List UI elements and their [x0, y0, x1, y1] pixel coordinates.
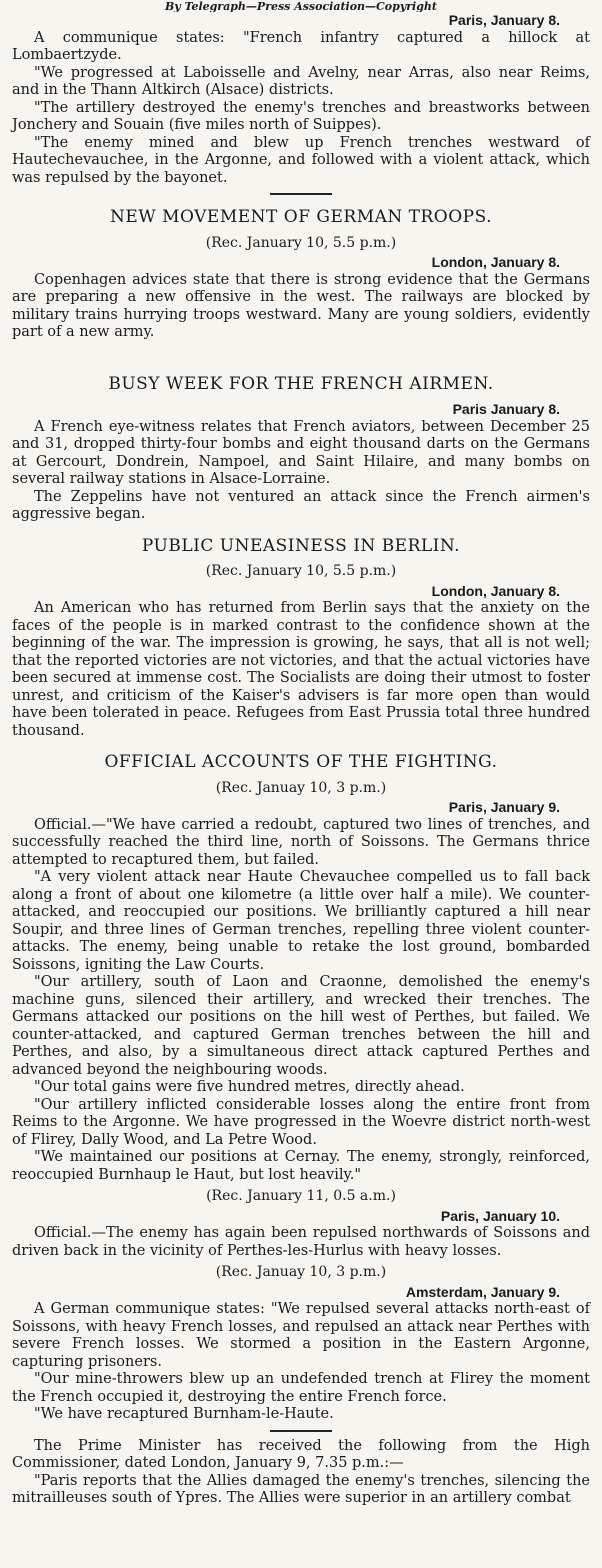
headline: PUBLIC UNEASINESS IN BERLIN.: [141, 535, 461, 556]
received-time: (Rec. January 11, 0.5 a.m.): [206, 1188, 396, 1204]
headline: BUSY WEEK FOR THE FRENCH AIRMEN.: [108, 373, 494, 394]
paragraph: Official.—The enemy has again been repulsed northwards of Soissons and driven back in the vicinity of Perthes-les-Hurlus with heavy losses.: [12, 1225, 590, 1259]
paragraph: "The artillery destroyed the enemy's trenches and breastworks between Jonchery and Souain (five miles north of Suippes).: [12, 99, 590, 133]
dateline: London, January 8.: [431, 582, 560, 599]
dateline: Paris January 8.: [452, 401, 560, 417]
dateline: Paris, January 8.: [448, 12, 560, 28]
paragraph: Official.—"We have carried a redoubt, captured two lines of trenches, and successfully reached the third line, north of Soissons. The Germans thrice attempted to recaptured them, but failed.: [12, 816, 590, 868]
paragraph: "Our total gains were five hundred metres, directly ahead.: [34, 1079, 465, 1095]
wire-credit: By Telegraph—Press Association—Copyright: [165, 0, 437, 12]
dateline: Paris, January 9.: [448, 799, 560, 815]
article-high-commissioner: [12, 1438, 590, 1508]
paragraph: A German communique states: "We repulsed several attacks north-east of Soissons, with heavy French losses, and repulsed an attack near Perthes with severe French losses. We stormed a position in the Eastern Argonne, capturing prisoners.: [12, 1301, 590, 1370]
paragraph: A communique states: "French infantry captured a hillock at Lombaertzyde.: [12, 29, 590, 63]
paragraph: The Prime Minister has received the following from the High Commissioner, dated London, January 9, 7.35 p.m.:—: [12, 1437, 590, 1471]
section-divider: [270, 1430, 332, 1432]
received-time: (Rec. Januay 10, 3 p.m.): [215, 779, 387, 796]
spacer: [12, 342, 590, 362]
received-time: (Rec. Januay 10, 3 p.m.): [215, 1264, 387, 1280]
paragraph: "We progressed at Laboisselle and Avelny, near Arras, also near Reims, and in the Thann Altkirch (Alsace) districts.: [12, 64, 590, 98]
received-time: (Rec. January 10, 5.5 p.m.): [205, 234, 397, 251]
article-berlin-uneasiness: [12, 535, 590, 741]
received-time: (Rec. January 10, 5.5 p.m.): [205, 563, 397, 579]
paragraph: An American who has returned from Berlin says that the anxiety on the faces of the people is in marked contrast to the confidence shown at the beginning of the war. The impression is growing, he says, that all is not well; that the reported victories are not victories, and that the actual victories have been secured at immense cost. The Socialists are doing their utmost to foster unrest, and criticism of the Kaiser's advisers is far more open than would have been tolerated in peace. Refugees from East Prussia total three hundred thousand.: [12, 600, 590, 739]
paragraph: "We maintained our positions at Cernay. The enemy, strongly, reinforced, reoccupied Burnhaup le Haut, but lost heavily.": [12, 1149, 590, 1183]
dateline: Amsterdam, January 9.: [405, 1283, 560, 1300]
paragraph: The Zeppelins have not ventured an attack since the French airmen's aggressive began.: [12, 488, 590, 522]
paragraph: "A very violent attack near Haute Chevauchee compelled us to fall back along a front of about one kilometre (a little over half a mile). We counter-attacked, and reoccupied our positions. We brilliantly captured a hill near Soupir, and three lines of German trenches, repelling three violent counter-attacks. The enemy, being unable to retake the lost ground, bombarded Soissons, igniting the Law Courts.: [12, 869, 590, 973]
paragraph: "Paris reports that the Allies damaged the enemy's trenches, silencing the mitrailleuses south of Ypres. The Allies were superior in an artillery combat: [12, 1472, 590, 1506]
article-french-communique: [12, 12, 590, 187]
paragraph: "Our artillery, south of Laon and Craonne, demolished the enemy's machine guns, silenced their artillery, and wrecked their trenches. The Germans attacked our positions on the hill west of Perthes, but failed. We counter-attacked, and captured German trenches between the hill and Perthes, and also, by a simultaneous direct attack captured Perthes and advanced beyond the neighbouring woods.: [12, 974, 590, 1078]
dateline: London, January 8.: [431, 254, 560, 270]
paragraph: "Our artillery inflicted considerable losses along the entire front from Reims to the Argonne. We have progressed in the Woevre district north-west of Flirey, Dally Wood, and La Petre Wood.: [12, 1096, 590, 1148]
dateline: Paris, January 10.: [440, 1207, 560, 1224]
paragraph: "Our mine-throwers blew up an undefended trench at Flirey the moment the French occupied it, destroying the entire French force.: [12, 1371, 590, 1405]
article-german-troops: [12, 209, 590, 342]
headline: NEW MOVEMENT OF GERMAN TROOPS.: [109, 207, 493, 227]
headline: OFFICIAL ACCOUNTS OF THE FIGHTING.: [104, 752, 498, 772]
paragraph: "The enemy mined and blew up French trenches westward of Hautechevauchee, in the Argonne, and followed with a violent attack, which was repulsed by the bayonet.: [12, 134, 590, 186]
article-french-airmen: [12, 373, 590, 524]
newspaper-column: [12, 0, 590, 1508]
paragraph: "We have recaptured Burnham-le-Haute.: [34, 1406, 334, 1422]
paragraph: A French eye-witness relates that French aviators, between December 25 and 31, dropped thirty-four bombs and eight thousand darts on the Germans at Gercourt, Dondrein, Nampoel, and Saint Hilaire, and many bombs on several railway stations in Alsace-Lorraine.: [12, 418, 590, 487]
paragraph: Copenhagen advices state that there is strong evidence that the Germans are preparing a new offensive in the west. The railways are blocked by military trains hurrying troops westward. Many are young soldiers, evidently part of a new army.: [12, 271, 590, 340]
section-divider: [270, 193, 332, 195]
article-official-accounts: [12, 754, 590, 1424]
